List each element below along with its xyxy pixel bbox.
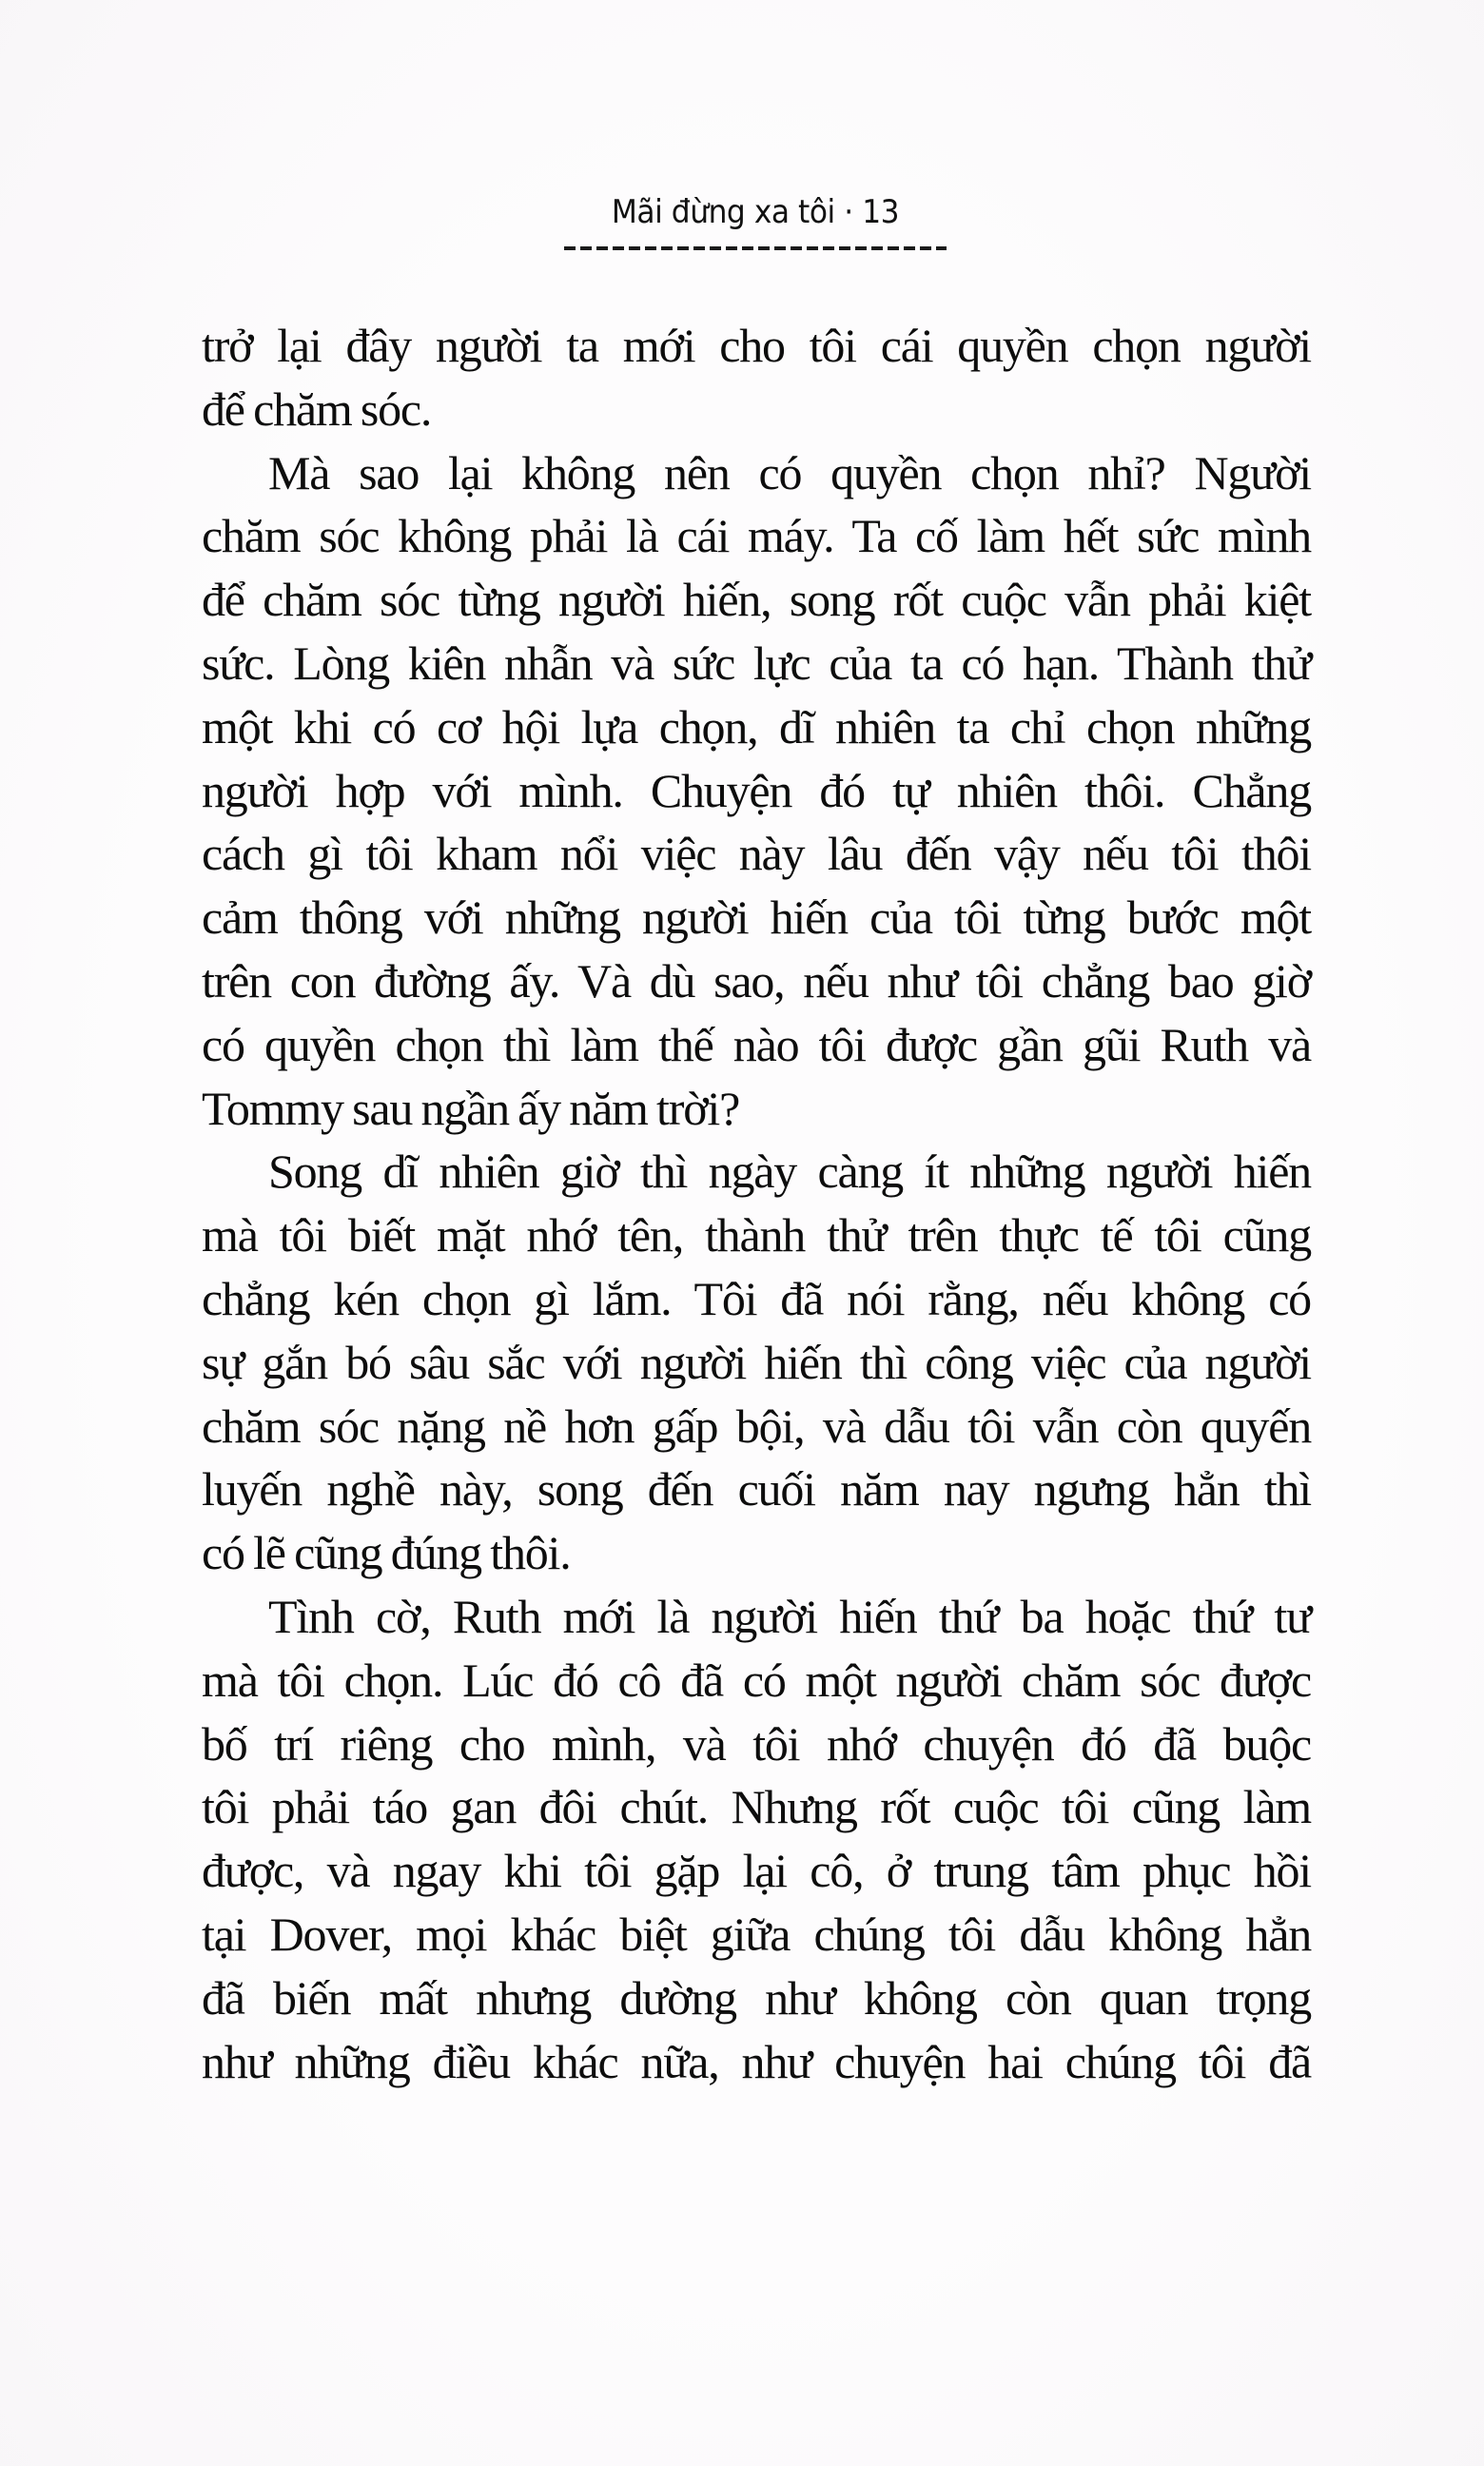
text-line: chẳng kén chọn gì lắm. Tôi đã nói rằng, nếu không có: [202, 1271, 1311, 1325]
text-line: tôi phải táo gan đôi chút. Nhưng rốt cuộc tôi cũng làm: [202, 1780, 1311, 1834]
text-line: Mà sao lại không nên có quyền chọn nhỉ? Người: [268, 445, 1311, 499]
paragraph: [202, 1585, 1311, 2093]
text-line: mà tôi chọn. Lúc đó cô đã có một người chăm sóc được: [202, 1653, 1311, 1707]
text-line: luyến nghề này, song đến cuối năm nay ngưng hẳn thì: [202, 1462, 1311, 1517]
text-line: sức. Lòng kiên nhẫn và sức lực của ta có hạn. Thành thử: [202, 636, 1311, 690]
text-line: chăm sóc không phải là cái máy. Ta cố làm hết sức mình: [202, 509, 1311, 563]
text-line: để chăm sóc.: [202, 382, 432, 436]
text-line: như những điều khác nữa, như chuyện hai chúng tôi đã: [202, 2034, 1311, 2088]
text-line: có lẽ cũng đúng thôi.: [202, 1526, 571, 1580]
text-line: có quyền chọn thì làm thế nào tôi được gần gũi Ruth và: [202, 1017, 1311, 1071]
text-line: chăm sóc nặng nề hơn gấp bội, và dẫu tôi vẫn còn quyến: [202, 1399, 1311, 1453]
dashed-rule: [564, 246, 947, 250]
text-line: trên con đường ấy. Và dù sao, nếu như tôi chẳng bao giờ: [202, 953, 1311, 1008]
paragraph: [202, 1140, 1311, 1585]
text-line: người hợp với mình. Chuyện đó tự nhiên thôi. Chẳng: [202, 763, 1311, 817]
text-line: đã biến mất nhưng dường như không còn quan trọng: [202, 1970, 1311, 2025]
paragraph: [202, 441, 1311, 1141]
text-line: trở lại đây người ta mới cho tôi cái quyền chọn người: [202, 319, 1311, 372]
body-text: [202, 314, 1311, 2093]
separator-dot: ·: [844, 193, 853, 231]
text-line: bố trí riêng cho mình, và tôi nhớ chuyện đó đã buộc: [202, 1716, 1311, 1771]
text-line: sự gắn bó sâu sắc với người hiến thì công việc của người: [202, 1335, 1311, 1389]
text-line: cách gì tôi kham nổi việc này lâu đến vậy nếu tôi thôi: [202, 827, 1311, 881]
text-line: để chăm sóc từng người hiến, song rốt cuộc vẫn phải kiệt: [202, 573, 1311, 627]
paragraph: [202, 314, 1311, 441]
text-line: Tommy sau ngần ấy năm trời?: [202, 1081, 740, 1135]
text-line: được, và ngay khi tôi gặp lại cô, ở trung tâm phục hồi: [202, 1844, 1311, 1898]
text-line: Tình cờ, Ruth mới là người hiến thứ ba hoặc thứ tư: [268, 1589, 1311, 1643]
text-line: mà tôi biết mặt nhớ tên, thành thử trên thực tế tôi cũng: [202, 1208, 1311, 1262]
page-number: 13: [862, 193, 900, 231]
text-line: tại Dover, mọi khác biệt giữa chúng tôi dẫu không hẳn: [202, 1907, 1311, 1961]
text-line: một khi có cơ hội lựa chọn, dĩ nhiên ta chỉ chọn những: [202, 699, 1311, 754]
running-head: [579, 193, 931, 231]
text-line: cảm thông với những người hiến của tôi từng bước một: [202, 890, 1311, 945]
book-title: Mãi đừng xa tôi: [611, 193, 835, 231]
text-line: Song dĩ nhiên giờ thì ngày càng ít những người hiến: [268, 1145, 1311, 1199]
